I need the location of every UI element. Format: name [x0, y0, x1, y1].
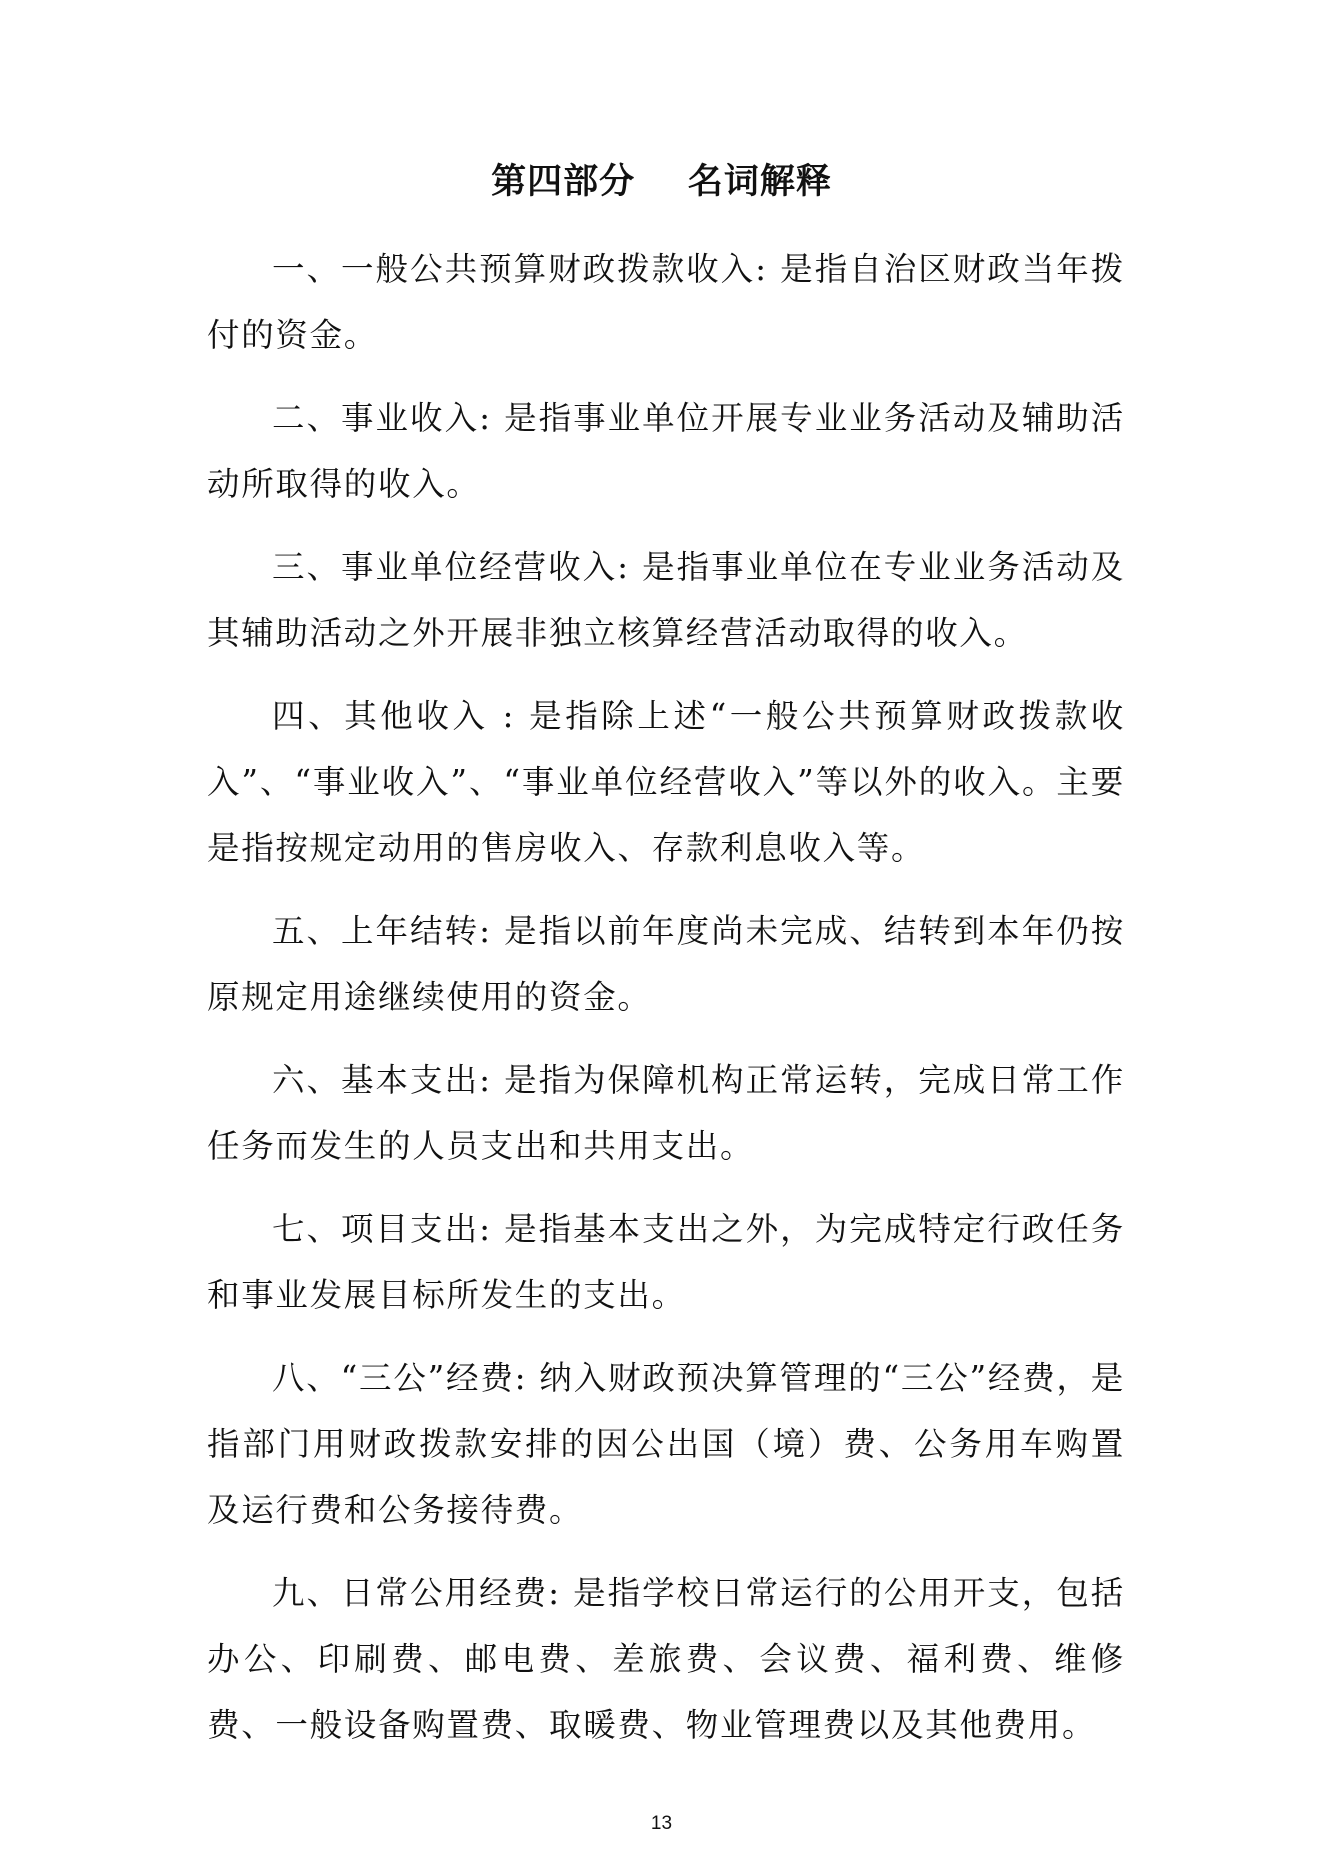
- definition-paragraph: 四、其他收入 : 是指除上述“一般公共预算财政拨款收入”、“事业收入”、“事业单位经营收入”等以外的收入。主要是指按规定动用的售房收入、存款利息收入等。: [207, 697, 1125, 867]
- definition-paragraph: 七、项目支出: 是指基本支出之外，为完成特定行政任务和事业发展目标所发生的支出。: [207, 1210, 1125, 1314]
- definitions-body: [207, 236, 1125, 1775]
- definition-paragraph: 三、事业单位经营收入: 是指事业单位在专业业务活动及其辅助活动之外开展非独立核算经营活动取得的收入。: [207, 548, 1125, 652]
- definition-paragraph: 二、事业收入: 是指事业单位开展专业业务活动及辅助活动所取得的收入。: [207, 399, 1125, 503]
- definition-paragraph: 一、一般公共预算财政拨款收入: 是指自治区财政当年拨付的资金。: [207, 250, 1125, 354]
- definition-paragraph: 九、日常公用经费: 是指学校日常运行的公用开支，包括办公、印刷费、邮电费、差旅费、会议费、福利费、维修费、一般设备购置费、取暖费、物业管理费以及其他费用。: [207, 1574, 1125, 1744]
- section-title: 第四部分 名词解释: [491, 161, 832, 202]
- definition-paragraph: 五、上年结转: 是指以前年度尚未完成、结转到本年仍按原规定用途继续使用的资金。: [207, 912, 1125, 1016]
- definition-paragraph: 六、基本支出: 是指为保障机构正常运转，完成日常工作任务而发生的人员支出和共用支出。: [207, 1061, 1125, 1165]
- definition-paragraph: 八、“三公”经费: 纳入财政预决算管理的“三公”经费，是指部门用财政拨款安排的因公出国（境）费、公务用车购置及运行费和公务接待费。: [207, 1359, 1125, 1529]
- page-number: 13: [650, 1813, 673, 1834]
